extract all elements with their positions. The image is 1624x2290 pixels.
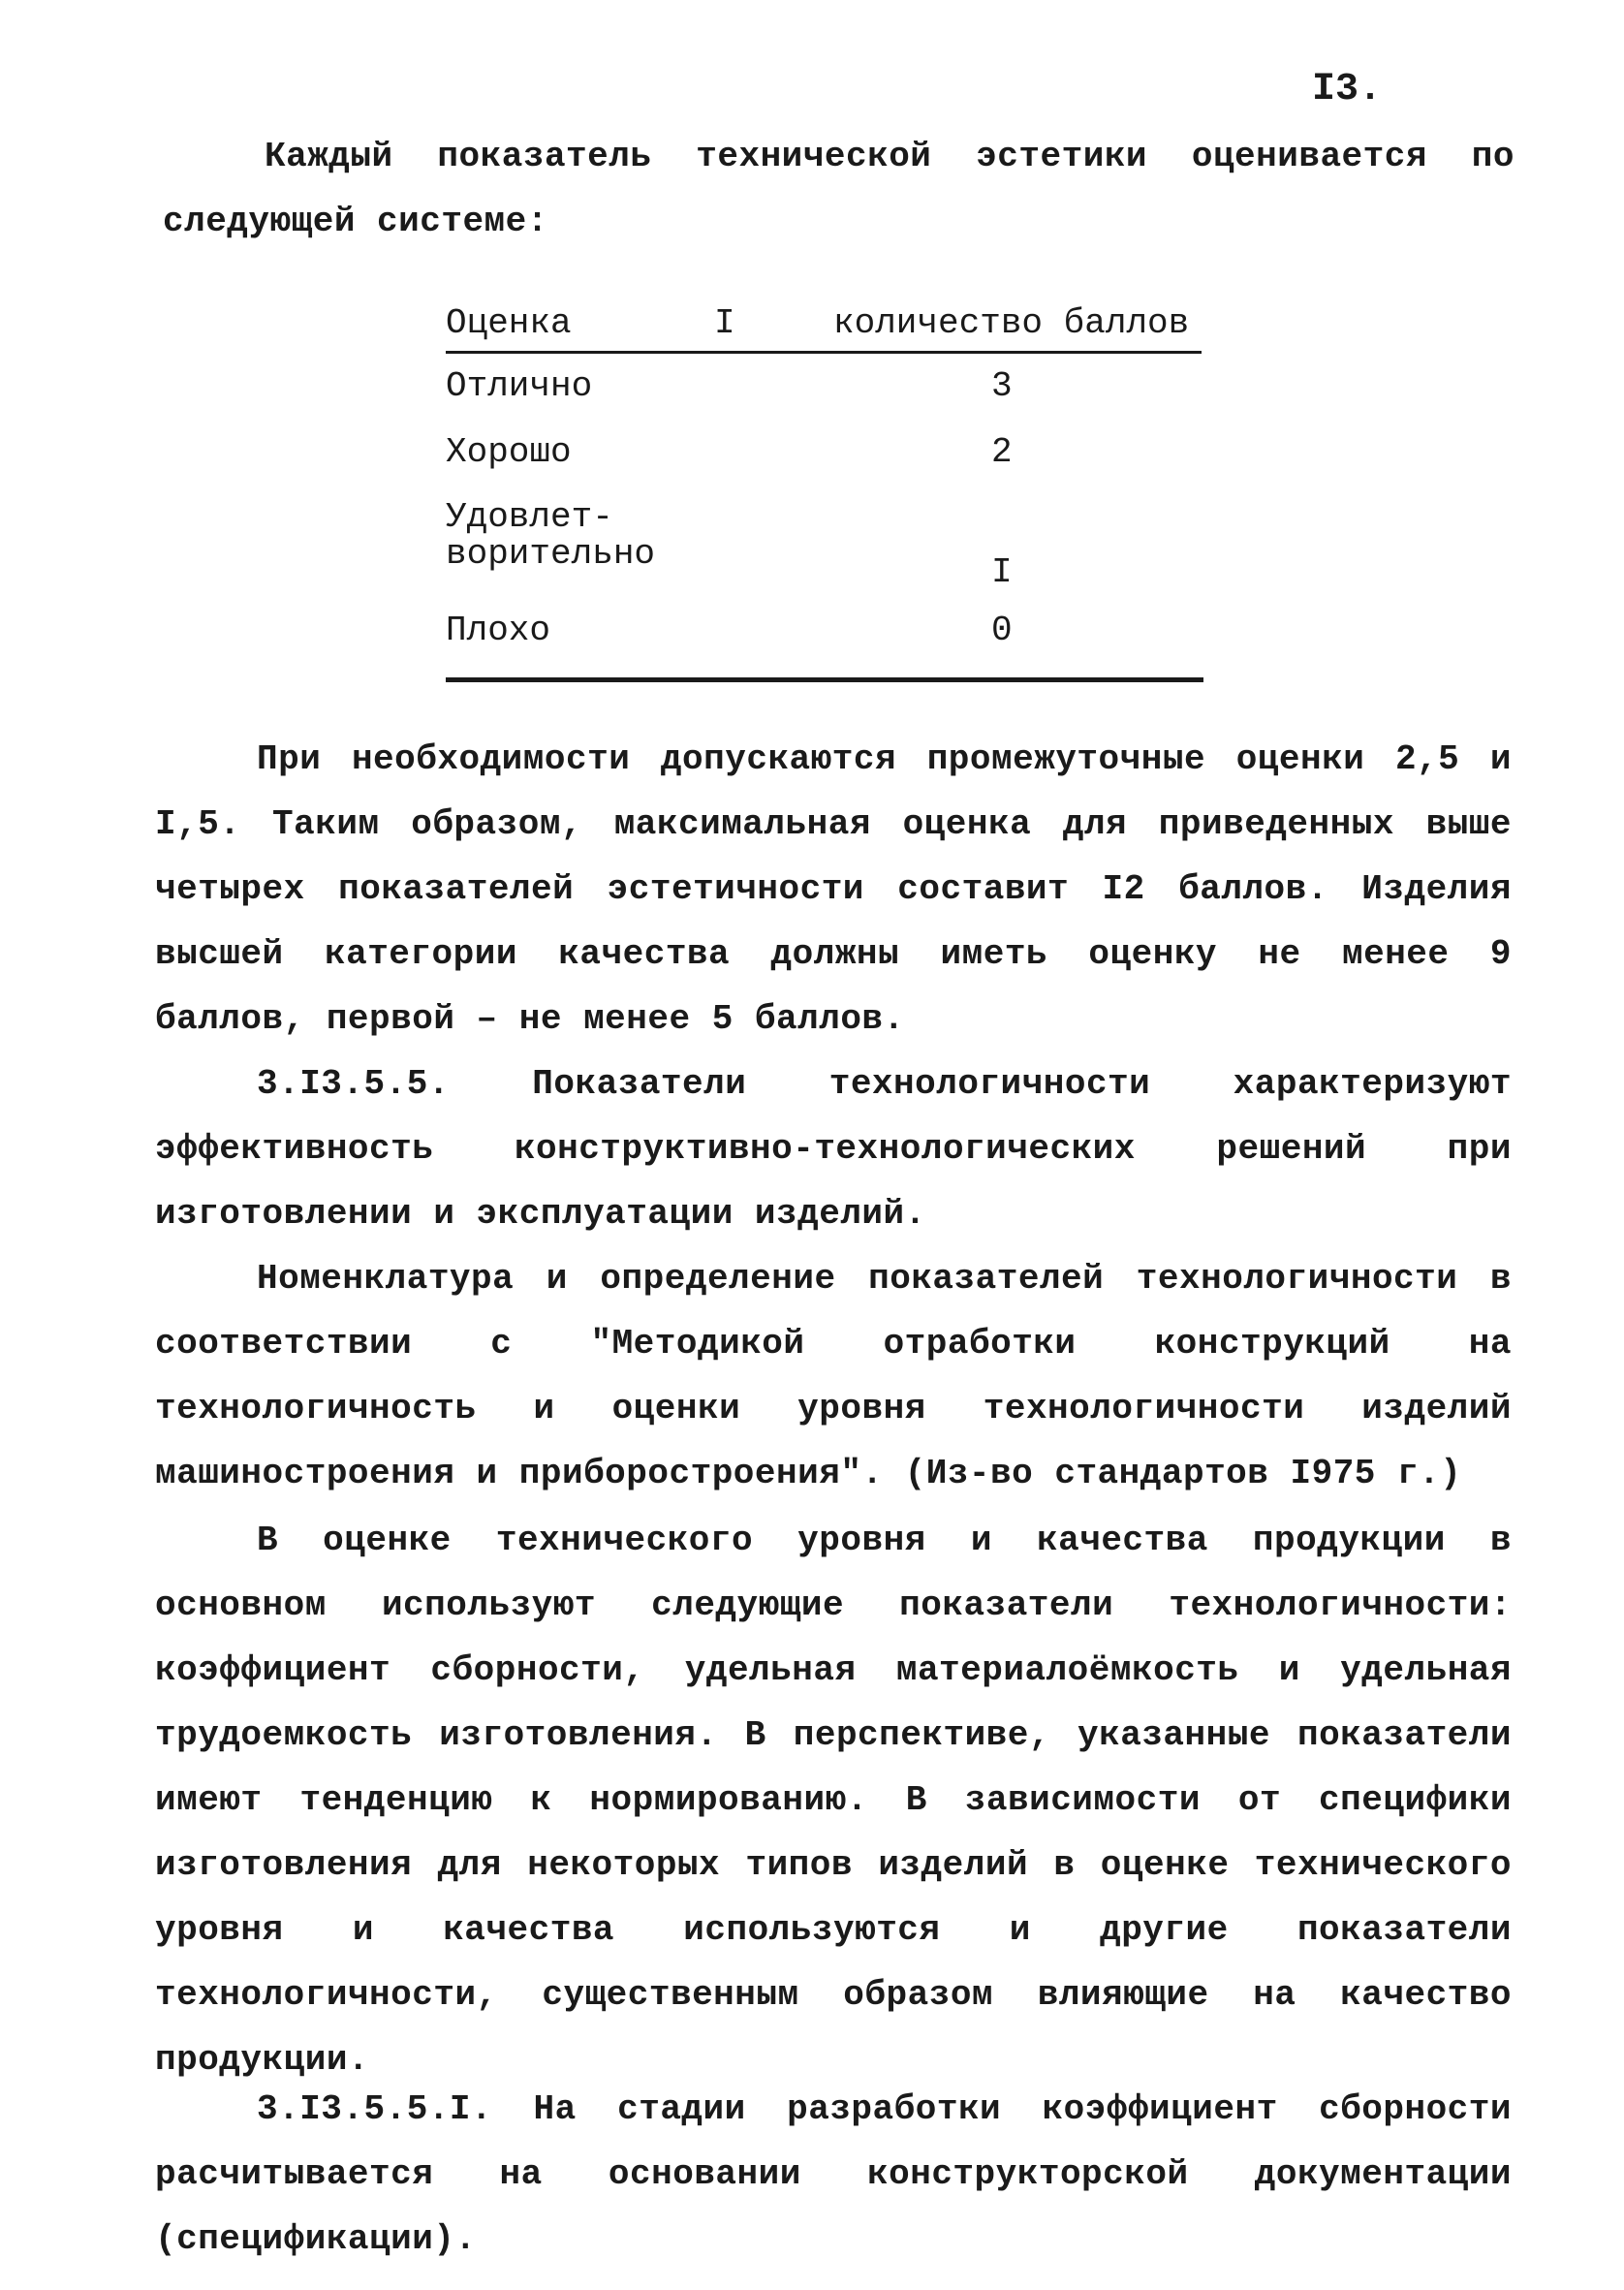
paragraph-manufacturability-section: 3.I3.5.5. Показатели технологичности характеризуют эффективность конструктивно-технологических решений при изготовлении и эксплуатации изделий. — [155, 1064, 1512, 1234]
grade-cell: Отлично — [446, 366, 593, 406]
points-cell: 2 — [991, 432, 1013, 472]
grade-cell: Хорошо — [446, 432, 572, 472]
table-row — [446, 433, 1202, 499]
points-cell: 3 — [991, 366, 1013, 406]
header-separator: I — [714, 303, 735, 343]
points-cell: 0 — [991, 611, 1013, 650]
header-points: количество баллов — [833, 303, 1190, 343]
table-header — [446, 300, 1202, 354]
paragraph-nomenclature: Номенклатура и определение показателей технологичности в соответствии с "Методикой отработки конструкций на технологичность и оценки уровня технологичности изделий машиностроения и приборостроения". (Из-во стандартов I975 г.) — [155, 1259, 1512, 1493]
grade-table — [446, 300, 1202, 682]
paragraph-assembly-coefficient: 3.I3.5.5.I. На стадии разработки коэффициент сборности расчитывается на основании конструкторской документации (спецификации). — [155, 2089, 1512, 2259]
paragraph-assessment-indicators: В оценке технического уровня и качества продукции в основном используют следующие показатели технологичности: коэффициент сборности, удельная материалоёмкость и удельная трудоемкость изготовления. В перспективе, указанные показатели имеют тенденцию к нормированию. В зависимости от специфики изготовления для некоторых типов изделий в оценке технического уровня и качества используются и другие показатели технологичности, существенным образом влияющие на качество продукции. — [155, 1521, 1512, 2080]
grade-cell: Удовлет- ворительно — [446, 497, 656, 574]
table-bottom-rule — [446, 677, 1203, 682]
grade-cell: Плохо — [446, 611, 551, 650]
points-cell: I — [991, 552, 1013, 592]
paragraph-intermediate-grades: При необходимости допускаются промежуточные оценки 2,5 и I,5. Таким образом, максимальная оценка для приведенных выше четырех показателей эстетичности составит I2 баллов. Изделия высшей категории качества должны иметь оценку не менее 9 баллов, первой – не менее 5 баллов. — [155, 739, 1512, 1039]
table-row — [446, 612, 1202, 674]
header-grade: Оценка — [446, 303, 572, 343]
table-row — [446, 499, 1202, 612]
table-row — [446, 367, 1202, 433]
page-number: I3. — [1312, 68, 1383, 111]
intro-paragraph: Каждый показатель технической эстетики оценивается по следующей системе: — [163, 137, 1515, 241]
